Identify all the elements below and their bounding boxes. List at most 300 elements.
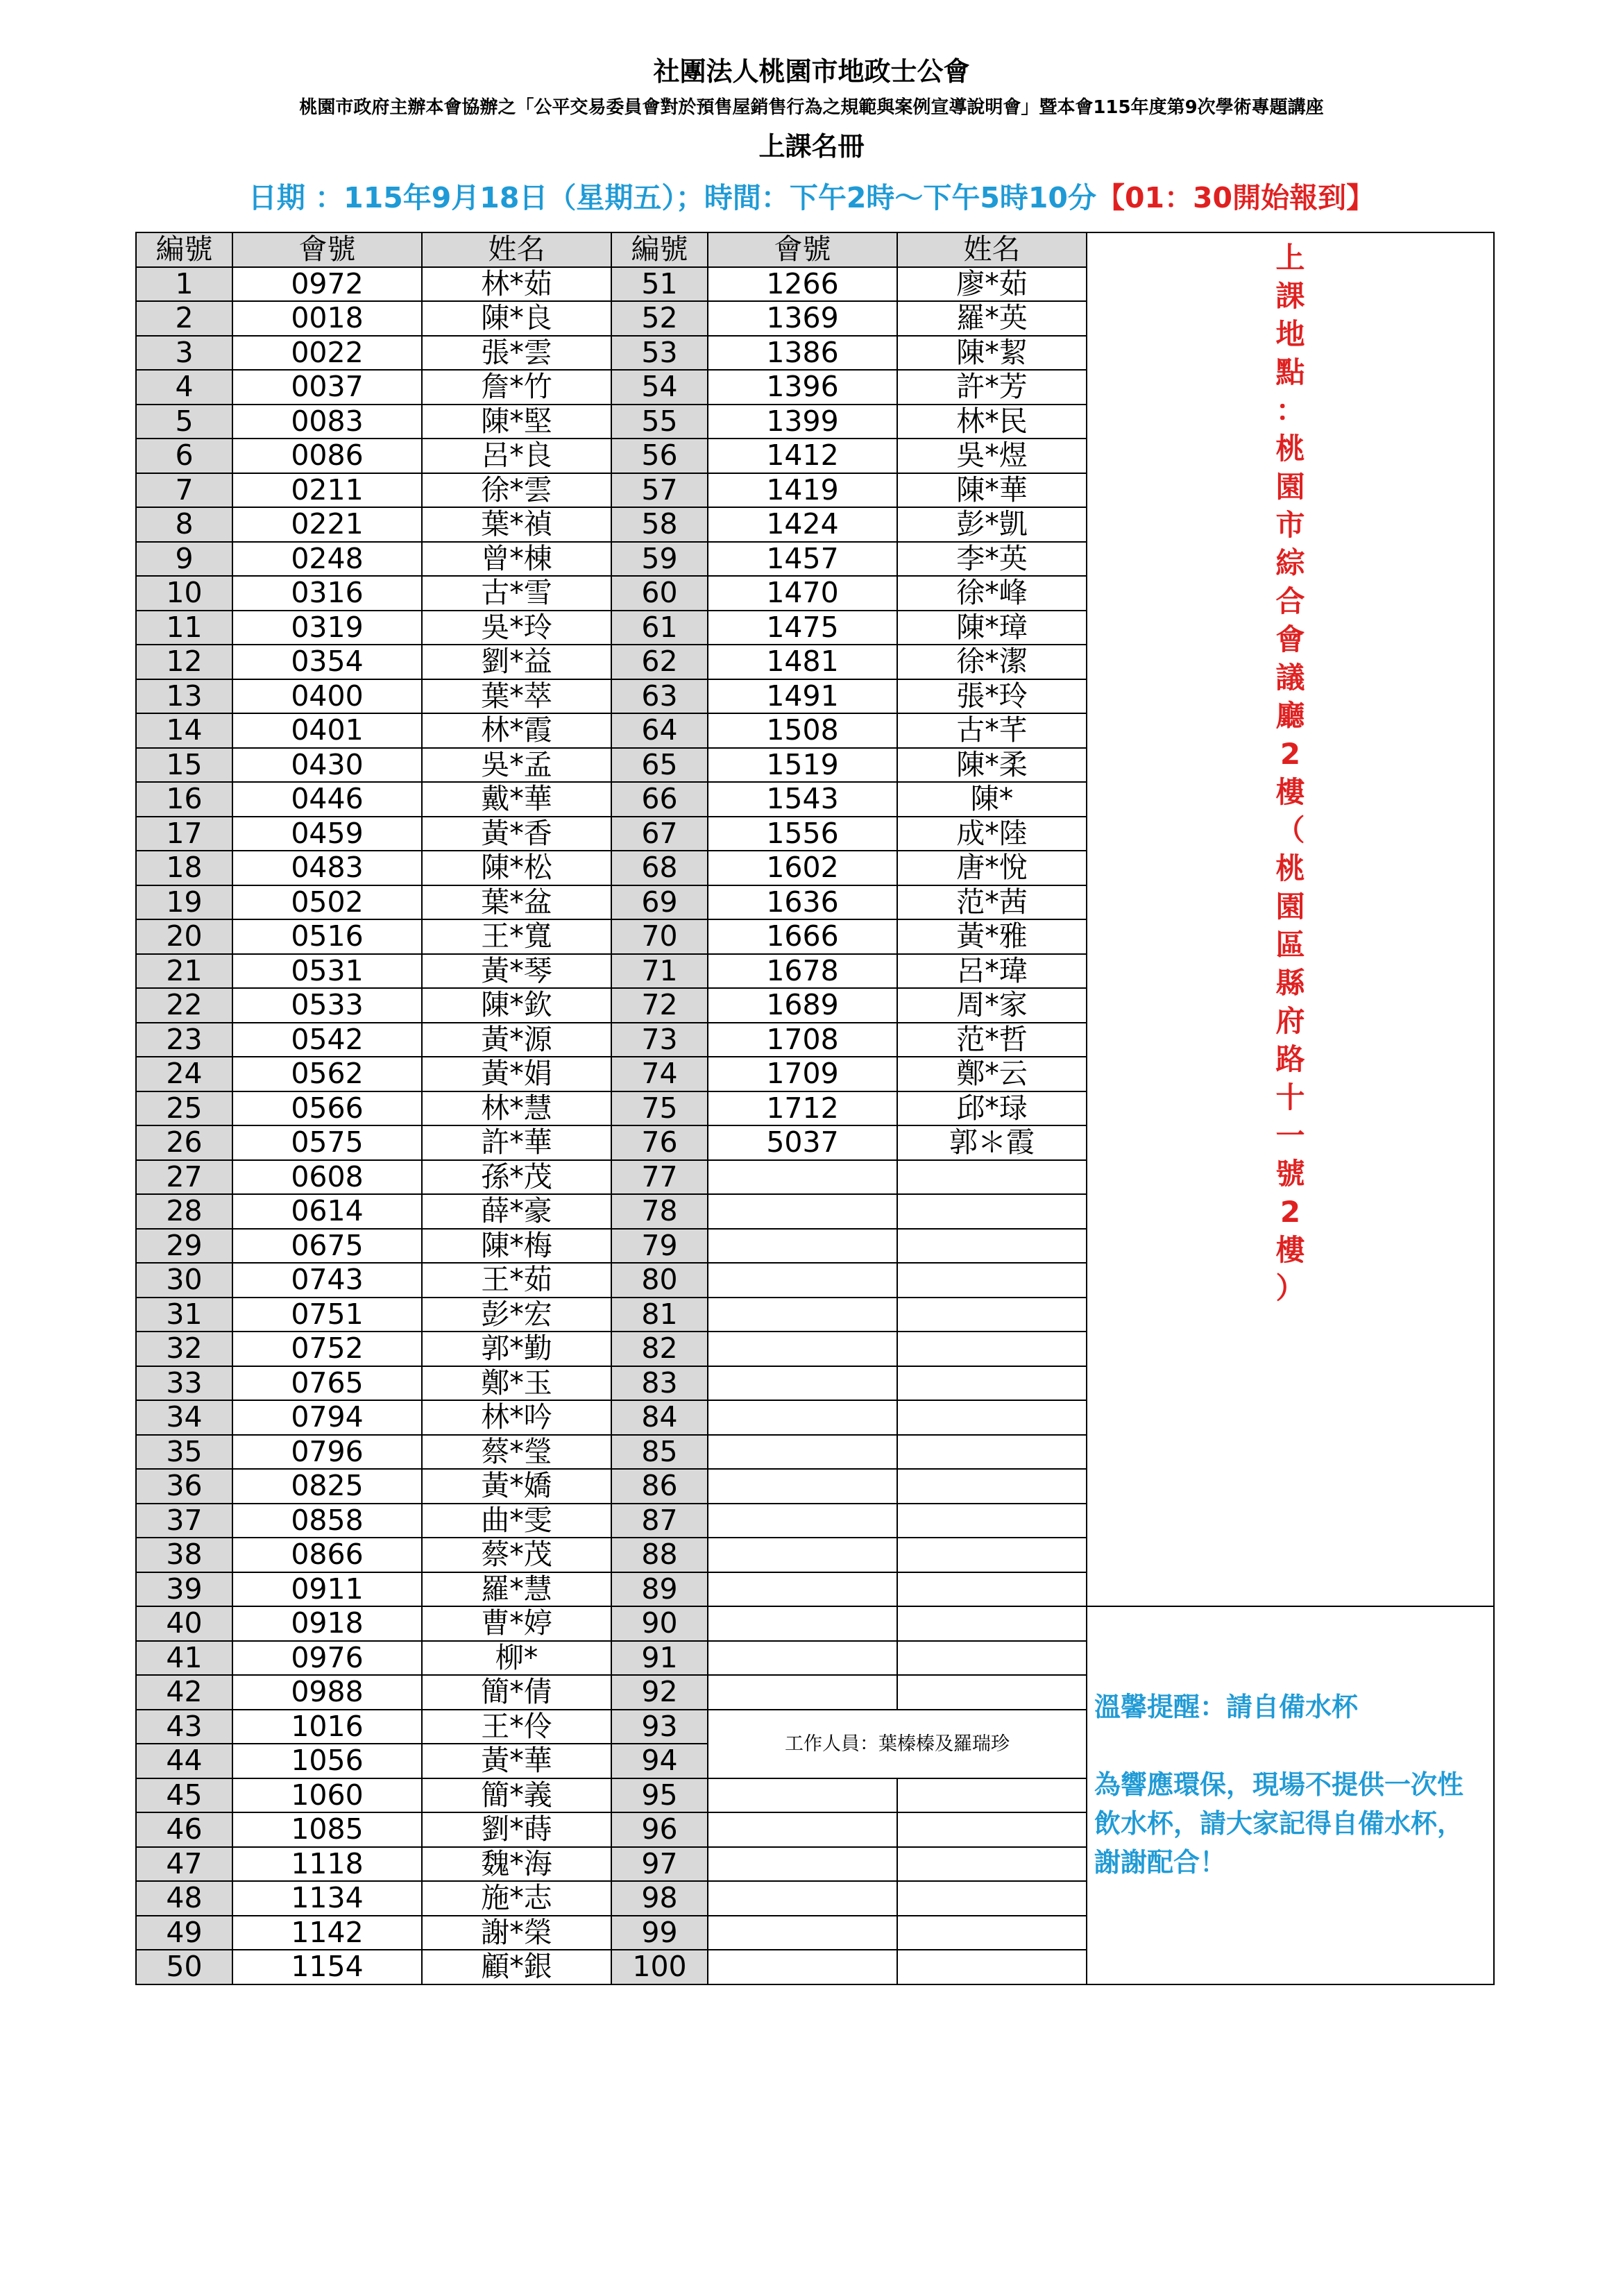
member-name: 鄭*玉 — [422, 1366, 611, 1401]
member-name-right: 張*玲 — [897, 679, 1087, 714]
row-number-right: 99 — [611, 1916, 708, 1950]
venue-char: 地 — [1275, 317, 1305, 351]
row-number-right: 65 — [611, 748, 708, 783]
member-id: 0988 — [232, 1675, 422, 1710]
row-number-right: 88 — [611, 1538, 708, 1572]
member-id-right: 1708 — [708, 1023, 897, 1057]
member-name: 詹*竹 — [422, 370, 611, 405]
member-id-right — [708, 1675, 897, 1710]
venue-char: 桃 — [1275, 432, 1305, 466]
row-number-right: 67 — [611, 817, 708, 851]
member-name: 黃*娟 — [422, 1057, 611, 1091]
member-name: 郭*勤 — [422, 1332, 611, 1366]
member-name-right — [897, 1606, 1087, 1641]
member-name: 陳*松 — [422, 851, 611, 885]
member-name: 王*寬 — [422, 919, 611, 954]
member-name: 林*霞 — [422, 713, 611, 748]
row-number-right: 85 — [611, 1435, 708, 1470]
venue-char: 府 — [1275, 1004, 1305, 1038]
member-name-right — [897, 1263, 1087, 1298]
member-name-right: 廖*茹 — [897, 267, 1087, 302]
member-name: 謝*榮 — [422, 1916, 611, 1950]
row-number-right: 96 — [611, 1812, 708, 1847]
header-number-right: 編號 — [611, 232, 708, 267]
member-name-right — [897, 1916, 1087, 1950]
member-name: 顧*銀 — [422, 1950, 611, 1984]
member-name: 黃*嬌 — [422, 1469, 611, 1504]
member-id-right — [708, 1950, 897, 1984]
row-number: 48 — [136, 1881, 232, 1916]
member-name-right: 陳* — [897, 782, 1087, 817]
member-id: 0037 — [232, 370, 422, 405]
member-id-right: 1602 — [708, 851, 897, 885]
member-id-right — [708, 1194, 897, 1229]
member-id: 0248 — [232, 542, 422, 577]
member-id: 0675 — [232, 1229, 422, 1264]
member-id: 0866 — [232, 1538, 422, 1572]
row-number-right: 57 — [611, 473, 708, 508]
row-number: 3 — [136, 336, 232, 371]
member-id-right: 5037 — [708, 1125, 897, 1160]
venue-char: 上 — [1275, 241, 1305, 275]
row-number-right: 74 — [611, 1057, 708, 1091]
member-id: 0976 — [232, 1641, 422, 1676]
row-number-right: 68 — [611, 851, 708, 885]
row-number-right: 81 — [611, 1298, 708, 1332]
row-number: 37 — [136, 1504, 232, 1538]
venue-char: 桃 — [1275, 851, 1305, 885]
member-id-right: 1475 — [708, 611, 897, 645]
member-id: 0743 — [232, 1263, 422, 1298]
venue-char: 議 — [1275, 661, 1305, 695]
member-name-right: 陳*柔 — [897, 748, 1087, 783]
member-name-right: 徐*峰 — [897, 576, 1087, 611]
header-member-id-right: 會號 — [708, 232, 897, 267]
row-number-right: 100 — [611, 1950, 708, 1984]
attendance-table — [135, 232, 1495, 1985]
header-name: 姓名 — [422, 232, 611, 267]
member-name: 曾*棟 — [422, 542, 611, 577]
member-name-right — [897, 1881, 1087, 1916]
member-name-right — [897, 1194, 1087, 1229]
member-name-right: 羅*英 — [897, 301, 1087, 336]
member-name: 劉*蒔 — [422, 1812, 611, 1847]
member-id: 1142 — [232, 1916, 422, 1950]
event-subtitle: 桃園市政府主辦本會協辦之「公平交易委員會對於預售屋銷售行為之規範與案例宣導說明會」暨本會115年度第9次學術專題講座 — [299, 97, 1324, 118]
row-number-right: 82 — [611, 1332, 708, 1366]
row-number-right: 83 — [611, 1366, 708, 1401]
member-id-right — [708, 1298, 897, 1332]
member-name: 曹*婷 — [422, 1606, 611, 1641]
member-id: 0562 — [232, 1057, 422, 1091]
row-number: 40 — [136, 1606, 232, 1641]
member-id-right — [708, 1400, 897, 1435]
header-member-id: 會號 — [232, 232, 422, 267]
row-number: 6 — [136, 439, 232, 473]
member-id-right: 1386 — [708, 336, 897, 371]
member-id: 0575 — [232, 1125, 422, 1160]
member-name-right — [897, 1778, 1087, 1813]
member-id-right: 1543 — [708, 782, 897, 817]
member-id: 0608 — [232, 1160, 422, 1195]
member-name-right: 呂*瑋 — [897, 954, 1087, 989]
member-name-right: 范*茜 — [897, 885, 1087, 920]
venue-char: 一 — [1275, 1119, 1305, 1153]
member-id: 1085 — [232, 1812, 422, 1847]
member-name-right: 吳*煜 — [897, 439, 1087, 473]
row-number-right: 98 — [611, 1881, 708, 1916]
checkin-note: 【01：30開始報到】 — [1096, 181, 1375, 214]
header-number: 編號 — [136, 232, 232, 267]
member-id-right: 1424 — [708, 507, 897, 542]
member-name: 葉*盆 — [422, 885, 611, 920]
row-number-right: 66 — [611, 782, 708, 817]
row-number: 16 — [136, 782, 232, 817]
member-id-right — [708, 1881, 897, 1916]
venue-char: ） — [1275, 1271, 1305, 1305]
row-number: 29 — [136, 1229, 232, 1264]
member-id-right: 1491 — [708, 679, 897, 714]
member-id-right: 1712 — [708, 1091, 897, 1126]
venue-char: ： — [1275, 393, 1305, 427]
member-id: 0794 — [232, 1400, 422, 1435]
reminder-body: 為響應環保，現場不提供一次性飲水杯，請大家記得自備水杯，謝謝配合！ — [1094, 1769, 1464, 1878]
member-name-right: 徐*潔 — [897, 645, 1087, 679]
venue-char: 縣 — [1275, 966, 1305, 1000]
reminder-box — [1087, 1687, 1493, 1882]
venue-char: 綜 — [1275, 546, 1305, 580]
member-id-right: 1457 — [708, 542, 897, 577]
row-number: 17 — [136, 817, 232, 851]
member-id: 0752 — [232, 1332, 422, 1366]
row-number-right: 89 — [611, 1572, 708, 1607]
row-number-right: 80 — [611, 1263, 708, 1298]
member-id: 1016 — [232, 1710, 422, 1744]
row-number: 45 — [136, 1778, 232, 1813]
row-number-right: 62 — [611, 645, 708, 679]
row-number-right: 73 — [611, 1023, 708, 1057]
row-number-right: 53 — [611, 336, 708, 371]
row-number-right: 92 — [611, 1675, 708, 1710]
member-id: 0918 — [232, 1606, 422, 1641]
date-time-line — [0, 175, 1623, 216]
staff-note: 工作人員：葉榛榛及羅瑞珍 — [708, 1710, 1087, 1778]
member-name: 薛*豪 — [422, 1194, 611, 1229]
member-name: 戴*華 — [422, 782, 611, 817]
member-name: 吳*孟 — [422, 748, 611, 783]
member-name-right — [897, 1298, 1087, 1332]
row-number-right: 79 — [611, 1229, 708, 1264]
row-number-right: 58 — [611, 507, 708, 542]
row-number: 33 — [136, 1366, 232, 1401]
row-number: 30 — [136, 1263, 232, 1298]
member-id: 0911 — [232, 1572, 422, 1607]
member-id-right: 1519 — [708, 748, 897, 783]
member-name: 黃*源 — [422, 1023, 611, 1057]
member-name-right — [897, 1366, 1087, 1401]
member-id: 0542 — [232, 1023, 422, 1057]
member-id: 0566 — [232, 1091, 422, 1126]
row-number: 47 — [136, 1847, 232, 1882]
row-number: 44 — [136, 1744, 232, 1778]
member-id: 0018 — [232, 301, 422, 336]
row-number-right: 78 — [611, 1194, 708, 1229]
member-name: 彭*宏 — [422, 1298, 611, 1332]
row-number: 18 — [136, 851, 232, 885]
row-number: 14 — [136, 713, 232, 748]
row-number: 24 — [136, 1057, 232, 1091]
member-name-right — [897, 1400, 1087, 1435]
member-name: 王*伶 — [422, 1710, 611, 1744]
row-number: 25 — [136, 1091, 232, 1126]
row-number: 36 — [136, 1469, 232, 1504]
member-name-right: 陳*絜 — [897, 336, 1087, 371]
member-id: 0459 — [232, 817, 422, 851]
member-id-right: 1508 — [708, 713, 897, 748]
row-number: 49 — [136, 1916, 232, 1950]
row-number: 38 — [136, 1538, 232, 1572]
venue-char: 樓 — [1275, 1233, 1305, 1267]
row-number-right: 90 — [611, 1606, 708, 1641]
row-number-right: 87 — [611, 1504, 708, 1538]
venue-char: 樓 — [1275, 775, 1305, 809]
member-name-right — [897, 1675, 1087, 1710]
member-id-right: 1709 — [708, 1057, 897, 1091]
member-name-right: 成*陸 — [897, 817, 1087, 851]
member-id: 0083 — [232, 405, 422, 439]
row-number-right: 91 — [611, 1641, 708, 1676]
row-number-right: 69 — [611, 885, 708, 920]
member-id: 0858 — [232, 1504, 422, 1538]
member-name: 陳*堅 — [422, 405, 611, 439]
member-id-right: 1481 — [708, 645, 897, 679]
member-id-right: 1396 — [708, 370, 897, 405]
member-name-right — [897, 1572, 1087, 1607]
venue-char: 市 — [1275, 508, 1305, 542]
member-name-right — [897, 1641, 1087, 1676]
member-id: 0765 — [232, 1366, 422, 1401]
member-name-right — [897, 1160, 1087, 1195]
member-id-right — [708, 1263, 897, 1298]
member-id: 1154 — [232, 1950, 422, 1984]
member-name-right: 許*芳 — [897, 370, 1087, 405]
member-name: 簡*倩 — [422, 1675, 611, 1710]
member-id-right — [708, 1469, 897, 1504]
member-id-right — [708, 1916, 897, 1950]
member-name: 林*慧 — [422, 1091, 611, 1126]
member-name: 魏*海 — [422, 1847, 611, 1882]
table-header-row — [136, 232, 1494, 267]
venue-char: 2 — [1280, 1195, 1301, 1229]
member-id: 0483 — [232, 851, 422, 885]
row-number: 12 — [136, 645, 232, 679]
row-number-right: 59 — [611, 542, 708, 577]
row-number-right: 54 — [611, 370, 708, 405]
member-name: 黃*琴 — [422, 954, 611, 989]
row-number: 42 — [136, 1675, 232, 1710]
member-name-right: 郭＊霞 — [897, 1125, 1087, 1160]
member-id-right: 1636 — [708, 885, 897, 920]
row-number: 5 — [136, 405, 232, 439]
member-name: 陳*良 — [422, 301, 611, 336]
venue-char: 2 — [1280, 737, 1301, 771]
member-id: 0400 — [232, 679, 422, 714]
reminder-cell — [1087, 1606, 1494, 1984]
row-number-right: 97 — [611, 1847, 708, 1882]
member-id: 0796 — [232, 1435, 422, 1470]
row-number-right: 71 — [611, 954, 708, 989]
row-number-right: 70 — [611, 919, 708, 954]
row-number-right: 60 — [611, 576, 708, 611]
row-number-right: 61 — [611, 611, 708, 645]
member-name-right — [897, 1332, 1087, 1366]
row-number: 21 — [136, 954, 232, 989]
member-id-right: 1689 — [708, 988, 897, 1023]
row-number-right: 93 — [611, 1710, 708, 1744]
member-name-right — [897, 1812, 1087, 1847]
member-id-right — [708, 1847, 897, 1882]
member-name: 柳* — [422, 1641, 611, 1676]
member-name-right: 陳*華 — [897, 473, 1087, 508]
row-number-right: 94 — [611, 1744, 708, 1778]
member-name: 吳*玲 — [422, 611, 611, 645]
member-id: 0319 — [232, 611, 422, 645]
member-id-right — [708, 1435, 897, 1470]
member-id: 0430 — [232, 748, 422, 783]
member-name-right: 邱*琭 — [897, 1091, 1087, 1126]
row-number: 4 — [136, 370, 232, 405]
member-name-right — [897, 1469, 1087, 1504]
row-number: 10 — [136, 576, 232, 611]
member-id: 0502 — [232, 885, 422, 920]
member-name-right — [897, 1229, 1087, 1264]
row-number: 2 — [136, 301, 232, 336]
member-name: 黃*香 — [422, 817, 611, 851]
venue-char: 點 — [1275, 355, 1305, 389]
member-name-right: 彭*凱 — [897, 507, 1087, 542]
row-number-right: 84 — [611, 1400, 708, 1435]
member-id-right — [708, 1366, 897, 1401]
venue-char: 路 — [1275, 1042, 1305, 1076]
member-id: 0401 — [232, 713, 422, 748]
member-id: 1056 — [232, 1744, 422, 1778]
member-id: 0972 — [232, 267, 422, 302]
member-name-right — [897, 1504, 1087, 1538]
member-id-right: 1470 — [708, 576, 897, 611]
date-time-text: 日期 ：115年9月18日（星期五）；時間：下午2時～下午5時10分 — [248, 181, 1096, 214]
member-name: 古*雪 — [422, 576, 611, 611]
member-name: 劉*益 — [422, 645, 611, 679]
member-name: 施*志 — [422, 1881, 611, 1916]
row-number: 43 — [136, 1710, 232, 1744]
venue-vertical-text — [1087, 233, 1493, 1307]
row-number: 28 — [136, 1194, 232, 1229]
member-name: 葉*禎 — [422, 507, 611, 542]
document-title: 上課名冊 — [758, 131, 865, 162]
member-id: 0022 — [232, 336, 422, 371]
member-id-right — [708, 1160, 897, 1195]
member-name-right: 陳*璋 — [897, 611, 1087, 645]
member-name-right: 古*芊 — [897, 713, 1087, 748]
member-name: 徐*雲 — [422, 473, 611, 508]
member-id: 1118 — [232, 1847, 422, 1882]
member-name: 陳*梅 — [422, 1229, 611, 1264]
organization-name: 社團法人桃園市地政士公會 — [653, 56, 970, 87]
member-id: 0221 — [232, 507, 422, 542]
member-name-right: 林*民 — [897, 405, 1087, 439]
row-number-right: 75 — [611, 1091, 708, 1126]
row-number: 26 — [136, 1125, 232, 1160]
member-name-right — [897, 1538, 1087, 1572]
member-name-right: 唐*悅 — [897, 851, 1087, 885]
member-name: 陳*欽 — [422, 988, 611, 1023]
venue-char: 廳 — [1275, 699, 1305, 733]
row-number: 50 — [136, 1950, 232, 1984]
member-name: 林*茹 — [422, 267, 611, 302]
member-name: 黃*華 — [422, 1744, 611, 1778]
member-name: 呂*良 — [422, 439, 611, 473]
row-number: 46 — [136, 1812, 232, 1847]
venue-char: 合 — [1275, 584, 1305, 618]
member-id: 0751 — [232, 1298, 422, 1332]
attendance-table-body — [136, 232, 1494, 1984]
member-id: 0825 — [232, 1469, 422, 1504]
row-number-right: 64 — [611, 713, 708, 748]
member-id: 0086 — [232, 439, 422, 473]
reminder-title: 溫馨提醒：請自備水杯 — [1094, 1692, 1359, 1722]
member-id-right — [708, 1332, 897, 1366]
member-id: 0533 — [232, 988, 422, 1023]
member-id: 0211 — [232, 473, 422, 508]
member-name-right: 鄭*云 — [897, 1057, 1087, 1091]
row-number-right: 52 — [611, 301, 708, 336]
venue-char: 園 — [1275, 890, 1305, 924]
row-number-right: 72 — [611, 988, 708, 1023]
row-number-right: 77 — [611, 1160, 708, 1195]
row-number: 39 — [136, 1572, 232, 1607]
member-name: 孫*茂 — [422, 1160, 611, 1195]
row-number: 9 — [136, 542, 232, 577]
member-name: 許*華 — [422, 1125, 611, 1160]
row-number: 1 — [136, 267, 232, 302]
member-id-right — [708, 1538, 897, 1572]
member-name: 曲*雯 — [422, 1504, 611, 1538]
member-name: 王*茹 — [422, 1263, 611, 1298]
member-name-right — [897, 1847, 1087, 1882]
member-name-right: 周*家 — [897, 988, 1087, 1023]
row-number: 32 — [136, 1332, 232, 1366]
member-name: 張*雲 — [422, 336, 611, 371]
member-id-right: 1419 — [708, 473, 897, 508]
row-number: 20 — [136, 919, 232, 954]
row-number: 8 — [136, 507, 232, 542]
row-number: 35 — [136, 1435, 232, 1470]
row-number: 31 — [136, 1298, 232, 1332]
member-id: 0614 — [232, 1194, 422, 1229]
header-name-right: 姓名 — [897, 232, 1087, 267]
venue-char: 十 — [1275, 1080, 1305, 1114]
row-number: 7 — [136, 473, 232, 508]
member-id-right — [708, 1229, 897, 1264]
venue-char: （ — [1275, 813, 1305, 847]
member-name: 簡*義 — [422, 1778, 611, 1813]
row-number-right: 63 — [611, 679, 708, 714]
member-id-right: 1678 — [708, 954, 897, 989]
row-number: 34 — [136, 1400, 232, 1435]
row-number: 15 — [136, 748, 232, 783]
row-number-right: 55 — [611, 405, 708, 439]
row-number: 27 — [136, 1160, 232, 1195]
